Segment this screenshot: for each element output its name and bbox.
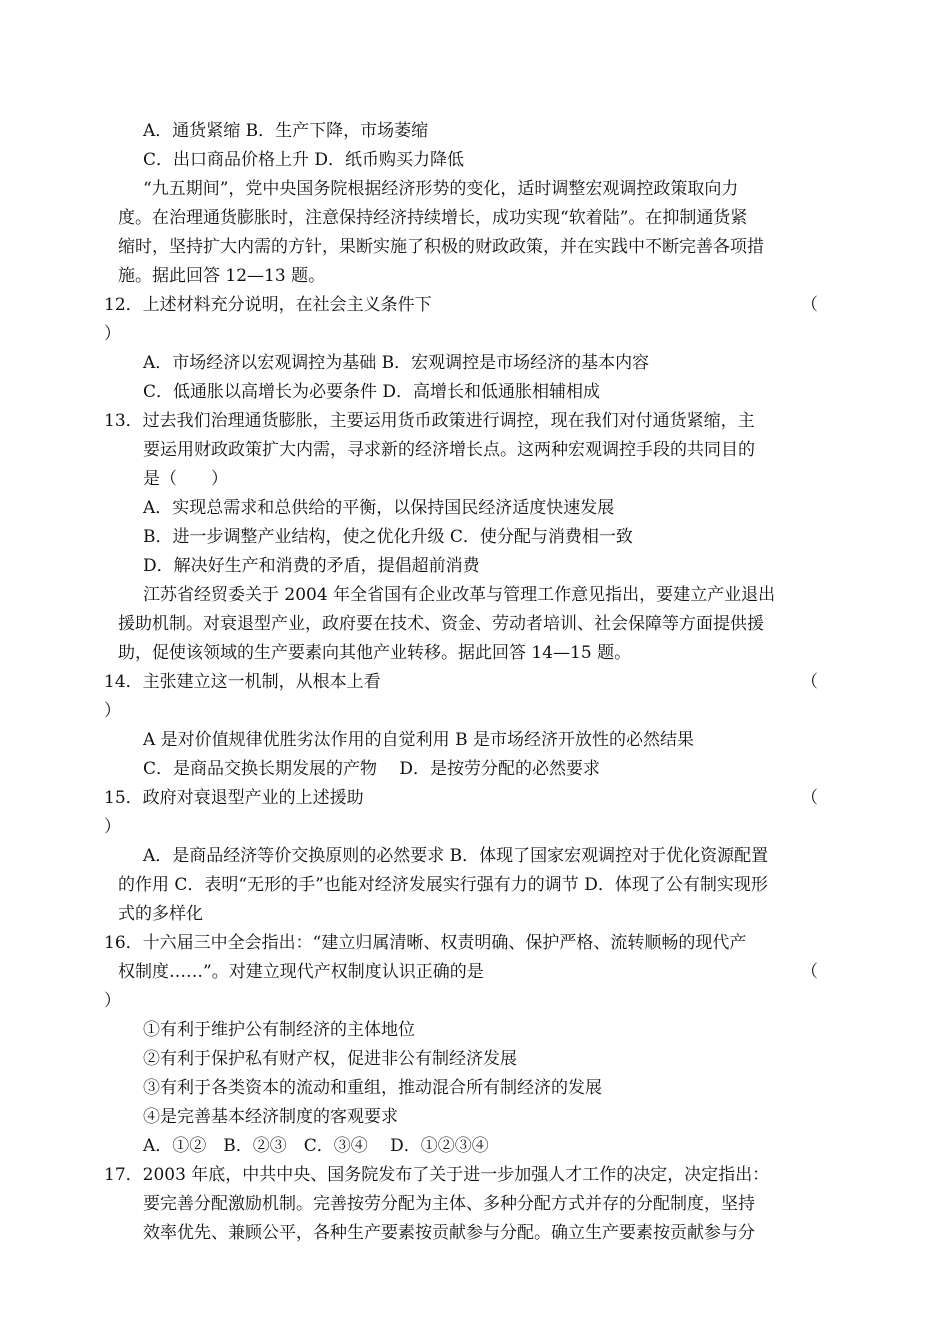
q13-stem-line: 是（ ） <box>143 469 228 489</box>
q16-answer-paren-close: ） <box>104 991 121 1011</box>
q13-stem-line: 要运用财政政策扩大内需，寻求新的经济增长点。这两种宏观调控手段的共同目的 <box>143 440 755 460</box>
passage1-line: 度。在治理通货膨胀时，注意保持经济持续增长，成功实现“软着陆”。在抑制通货紧 <box>118 208 748 228</box>
passage2-line: 援助机制。对衰退型产业，政府要在技术、资金、劳动者培训、社会保障等方面提供援 <box>118 614 764 634</box>
q12-option: A．市场经济以宏观调控为基础 B．宏观调控是市场经济的基本内容 <box>143 353 650 373</box>
q15-stem: 15．政府对衰退型产业的上述援助 <box>104 788 364 808</box>
q13-stem-line: 13．过去我们治理通货膨胀，主要运用货币政策进行调控，现在我们对付通货紧缩，主 <box>104 411 755 431</box>
q14-option: C．是商品交换长期发展的产物 D．是按劳分配的必然要求 <box>143 759 601 779</box>
q16-stem-line: 权制度……”。对建立现代产权制度认识正确的是 <box>118 962 484 982</box>
q15-answer-paren-open: （ <box>801 788 818 808</box>
q17-stem-line: 要完善分配激励机制。完善按劳分配为主体、多种分配方式并存的分配制度，坚持 <box>143 1194 755 1214</box>
q12-answer-paren-close: ） <box>104 324 121 344</box>
q15-option: A．是商品经济等价交换原则的必然要求 B．体现了国家宏观调控对于优化资源配置 <box>143 846 769 866</box>
q16-item: ②有利于保护私有财产权，促进非公有制经济发展 <box>143 1049 517 1069</box>
q14-stem: 14．主张建立这一机制，从根本上看 <box>104 672 381 692</box>
q14-answer-paren-open: （ <box>801 672 818 692</box>
q14-answer-paren-close: ） <box>104 701 121 721</box>
q14-option: A 是对价值规律优胜劣汰作用的自觉利用 B 是市场经济开放性的必然结果 <box>143 730 694 750</box>
q12-stem: 12．上述材料充分说明，在社会主义条件下 <box>104 295 432 315</box>
q17-stem-line: 17．2003 年底，中共中央、国务院发布了关于进一步加强人才工作的决定，决定指出： <box>104 1165 770 1185</box>
passage1-line: 缩时，坚持扩大内需的方针，果断实施了积极的财政政策，并在实践中不断完善各项措 <box>118 237 764 257</box>
passage2-line: 助，促使该领域的生产要素向其他产业转移。据此回答 14—15 题。 <box>118 643 632 663</box>
q16-item: ④是完善基本经济制度的客观要求 <box>143 1107 398 1127</box>
q12-answer-paren-open: （ <box>801 295 818 315</box>
q16-item: ①有利于维护公有制经济的主体地位 <box>143 1020 415 1040</box>
passage1-line: “九五期间”，党中央国务院根据经济形势的变化，适时调整宏观调控政策取向力 <box>143 179 739 199</box>
q16-item: ③有利于各类资本的流动和重组，推动混合所有制经济的发展 <box>143 1078 602 1098</box>
q11-option-cd: C．出口商品价格上升 D．纸币购买力降低 <box>143 150 465 170</box>
passage2-line: 江苏省经贸委关于 2004 年全省国有企业改革与管理工作意见指出，要建立产业退出 <box>143 585 776 605</box>
passage1-line: 施。据此回答 12—13 题。 <box>118 266 326 286</box>
q15-answer-paren-close: ） <box>104 817 121 837</box>
q16-answer-paren-open: （ <box>801 962 818 982</box>
q16-stem-line: 16．十六届三中全会指出：“建立归属清晰、权责明确、保护严格、流转顺畅的现代产 <box>104 933 747 953</box>
q11-option-ab: A．通货紧缩 B．生产下降，市场萎缩 <box>143 121 429 141</box>
q15-option: 的作用 C．表明“无形的手”也能对经济发展实行强有力的调节 D．体现了公有制实现形 <box>118 875 768 895</box>
q12-option: C．低通胀以高增长为必要条件 D．高增长和低通胀相辅相成 <box>143 382 601 402</box>
q15-option: 式的多样化 <box>118 904 203 924</box>
q13-option: B．进一步调整产业结构，使之优化升级 C．使分配与消费相一致 <box>143 527 633 547</box>
q13-option: D．解决好生产和消费的矛盾，提倡超前消费 <box>143 556 480 576</box>
q16-options: A．①② B．②③ C．③④ D．①②③④ <box>143 1136 489 1156</box>
q13-option: A．实现总需求和总供给的平衡，以保持国民经济适度快速发展 <box>143 498 615 518</box>
q17-stem-line: 效率优先、兼顾公平，各种生产要素按贡献参与分配。确立生产要素按贡献参与分 <box>143 1223 755 1243</box>
